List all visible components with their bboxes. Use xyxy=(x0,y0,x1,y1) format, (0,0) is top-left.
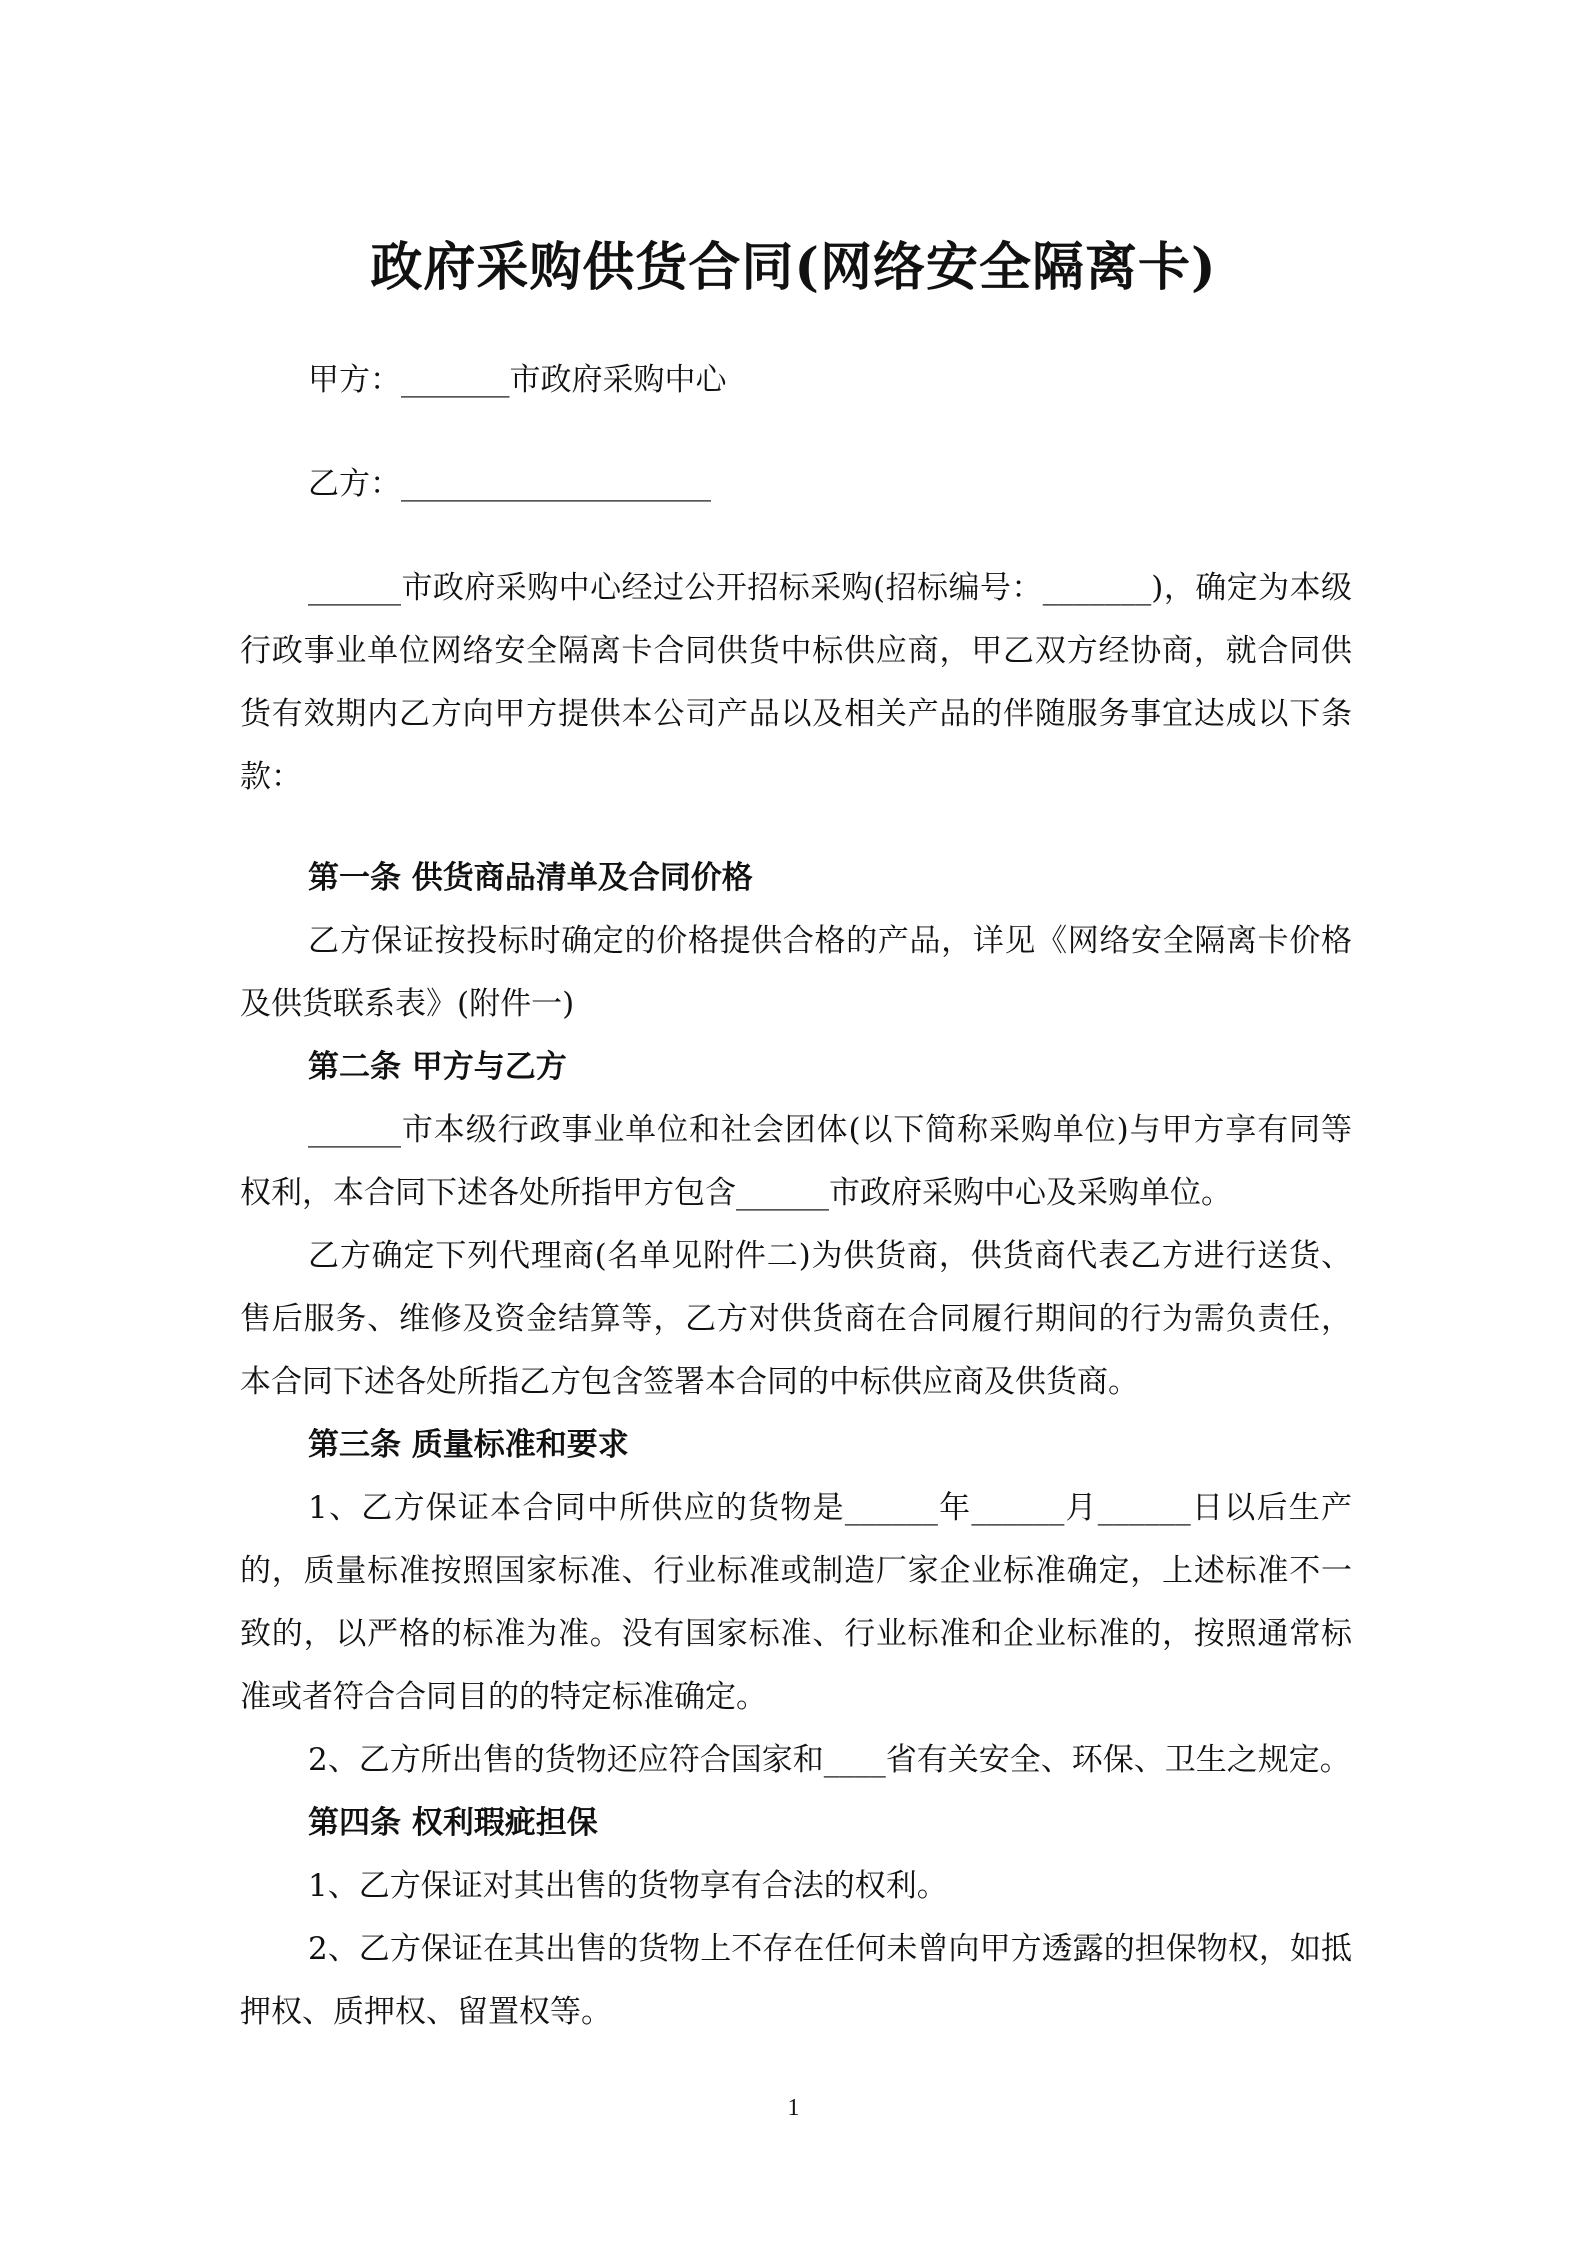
article-3-text-b: 日以后生产的，质量标准按照国家标准、行业标准或制造厂家企业标准确定，上述标准不一致的，以严格的标准为准。没有国家标准、行业标准和企业标准的，按照通常标准或者符合合同目的的特定标准确定。 xyxy=(240,1490,1353,1715)
article-4-paragraph-2: 2、乙方保证在其出售的货物上不存在任何未曾向甲方透露的担保物权，如抵押权、质押权、留置权等。 xyxy=(240,1931,1352,2030)
intro-blank-1: ______ xyxy=(308,570,401,606)
article-1-heading: 第一条 供货商品清单及合同价格 xyxy=(308,860,753,896)
article-4-heading: 第四条 权利瑕疵担保 xyxy=(308,1805,598,1841)
intro-text-1: 市政府采购中心经过公开招标采购(招标编号： xyxy=(401,570,1043,606)
article-3-p2-text-a: 2、乙方所出售的货物还应符合国家和 xyxy=(308,1742,824,1778)
intro-text-2: )，确定为本级行政事业单位网络安全隔离卡合同供货中标供应商，甲乙双方经协商，就合同供货有效期内乙方向甲方提供本公司产品以及相关产品的伴随服务事宜达成以下条款： xyxy=(240,570,1353,795)
document-title: 政府采购供货合同(网络安全隔离卡) xyxy=(370,237,1217,298)
intro-blank-2: _______ xyxy=(1042,570,1152,606)
article-2-paragraph-1 xyxy=(240,1099,1352,1225)
article-2-text-a: 市本级行政事业单位和社会团体(以下简称采购单位)与甲方享有同等权利，本合同下述各处所指甲方包含 xyxy=(240,1112,1352,1211)
party-a-value: 市政府采购中心 xyxy=(509,362,727,398)
party-b-line xyxy=(308,462,711,506)
party-b-label: 乙方： xyxy=(308,466,401,502)
article-3-blank-day: ______ xyxy=(1097,1490,1191,1526)
party-b-blank: ____________________ xyxy=(401,466,711,502)
intro-paragraph xyxy=(240,557,1352,809)
party-a-blank: _______ xyxy=(401,362,510,398)
article-3-blank-month: ______ xyxy=(971,1490,1065,1526)
article-3-month: 月 xyxy=(1064,1490,1098,1526)
page-number: 1 xyxy=(787,2095,800,2121)
article-2-blank-1: ______ xyxy=(308,1112,401,1148)
article-3-paragraph-2 xyxy=(240,1729,1352,1792)
article-3-p2-blank: ____ xyxy=(823,1742,886,1778)
article-2-text-b: 市政府采购中心及采购单位。 xyxy=(829,1175,1232,1211)
intro-section xyxy=(240,557,1352,809)
article-3-text-a: 1、乙方保证本合同中所供应的货物是 xyxy=(308,1490,845,1526)
article-3-blank-year: ______ xyxy=(844,1490,938,1526)
article-3-year: 年 xyxy=(937,1490,972,1526)
article-2-heading: 第二条 甲方与乙方 xyxy=(308,1049,567,1085)
article-2-paragraph-2: 乙方确定下列代理商(名单见附件二)为供货商，供货商代表乙方进行送货、售后服务、维修及资金结算等，乙方对供货商在合同履行期间的行为需负责任，本合同下述各处所指乙方包含签署本合同的中标供应商及供货商。 xyxy=(240,1238,1352,1400)
article-2-blank-2: ______ xyxy=(736,1175,829,1211)
article-1-paragraph: 乙方保证按投标时确定的价格提供合格的产品，详见《网络安全隔离卡价格及供货联系表》(附件一) xyxy=(240,923,1352,1022)
article-3-heading: 第三条 质量标准和要求 xyxy=(308,1427,629,1463)
party-a-line xyxy=(308,358,727,402)
article-3-paragraph-1 xyxy=(240,1477,1352,1729)
party-a-label: 甲方： xyxy=(308,362,401,398)
article-4-paragraph-1: 1、乙方保证对其出售的货物享有合法的权利。 xyxy=(308,1868,948,1904)
contract-articles xyxy=(240,847,1352,2044)
article-3-p2-text-b: 省有关安全、环保、卫生之规定。 xyxy=(885,1742,1351,1778)
